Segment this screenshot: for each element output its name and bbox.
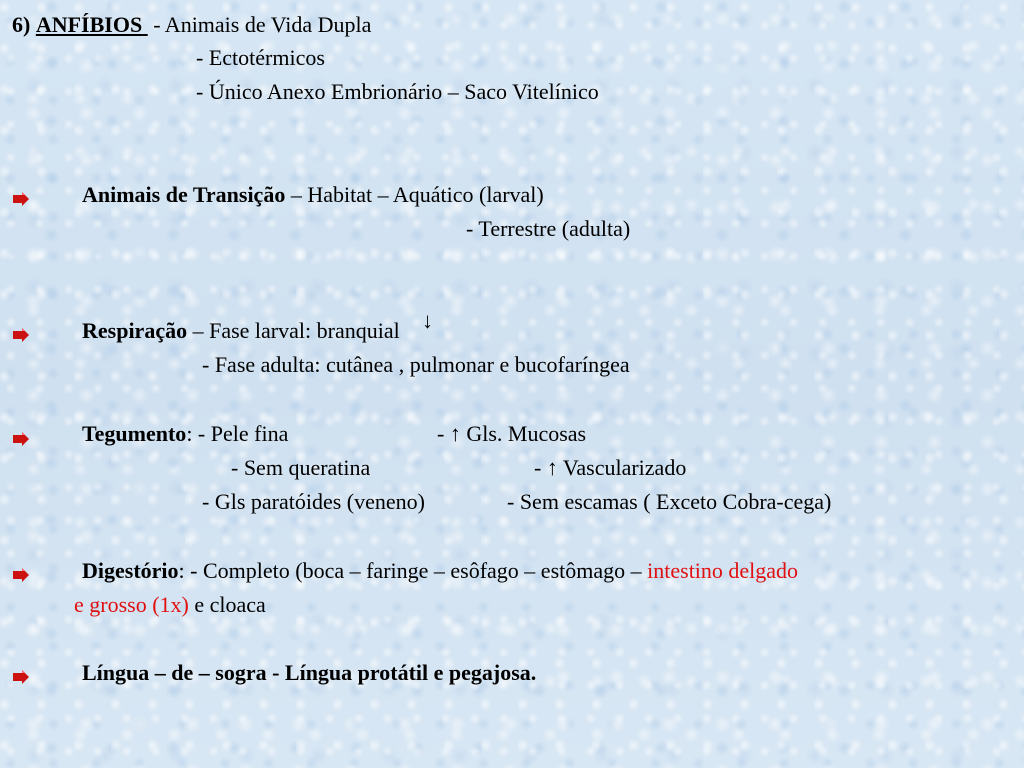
digestorio-line <box>82 558 798 584</box>
respiracao-line <box>82 318 400 344</box>
section-title: ANFÍBIOS <box>35 12 143 37</box>
tegumento-line3-a: - Gls paratóides (veneno) <box>202 489 425 514</box>
tegumento-line <box>82 421 288 447</box>
header-line-anexo: - Único Anexo Embrionário – Saco Vitelínico <box>196 79 599 104</box>
red-arrow-bullet-icon <box>12 192 30 206</box>
red-arrow-bullet-icon <box>12 432 30 446</box>
respiracao-label: Respiração <box>82 318 188 343</box>
transicao-rest: – Habitat – Aquático (larval) <box>290 182 544 207</box>
down-arrow-icon: ↓ <box>422 308 433 333</box>
tegumento-line3-b: - Sem escamas ( Exceto Cobra-cega) <box>507 489 832 514</box>
title-line <box>12 12 371 38</box>
header-line-ectotermicos: - Ectotérmicos <box>196 45 325 70</box>
tegumento-label: Tegumento <box>82 421 187 446</box>
transicao-label: Animais de Transição <box>82 182 286 207</box>
tegumento-rest-a: : - Pele fina <box>186 421 289 446</box>
lingua-line: Língua – de – sogra - Língua protátil e pegajosa. <box>82 660 537 685</box>
title-subtitle: - Animais de Vida Dupla <box>153 12 372 37</box>
tegumento-rest-b: - ↑ Gls. Mucosas <box>437 421 587 446</box>
respiracao-line2: - Fase adulta: cutânea , pulmonar e bucofaríngea <box>202 352 630 377</box>
red-arrow-bullet-icon <box>12 328 30 342</box>
tegumento-line2-b: - ↑ Vascularizado <box>534 455 687 480</box>
digestorio-label: Digestório <box>82 558 179 583</box>
digestorio-line2 <box>74 592 266 618</box>
transicao-line2: - Terrestre (adulta) <box>466 216 631 241</box>
tegumento-line2-a: - Sem queratina <box>231 455 371 480</box>
respiracao-rest: – Fase larval: branquial <box>192 318 400 343</box>
transicao-line <box>82 182 544 208</box>
red-arrow-bullet-icon <box>12 670 30 684</box>
digestorio-red-2: e grosso (1x) <box>74 592 189 617</box>
digestorio-red-1: intestino delgado <box>647 558 799 583</box>
section-number: 6) <box>12 12 31 37</box>
digestorio-tail: e cloaca <box>194 592 266 617</box>
digestorio-rest: : - Completo (boca – faringe – esôfago – estômago – <box>178 558 642 583</box>
red-arrow-bullet-icon <box>12 568 30 582</box>
